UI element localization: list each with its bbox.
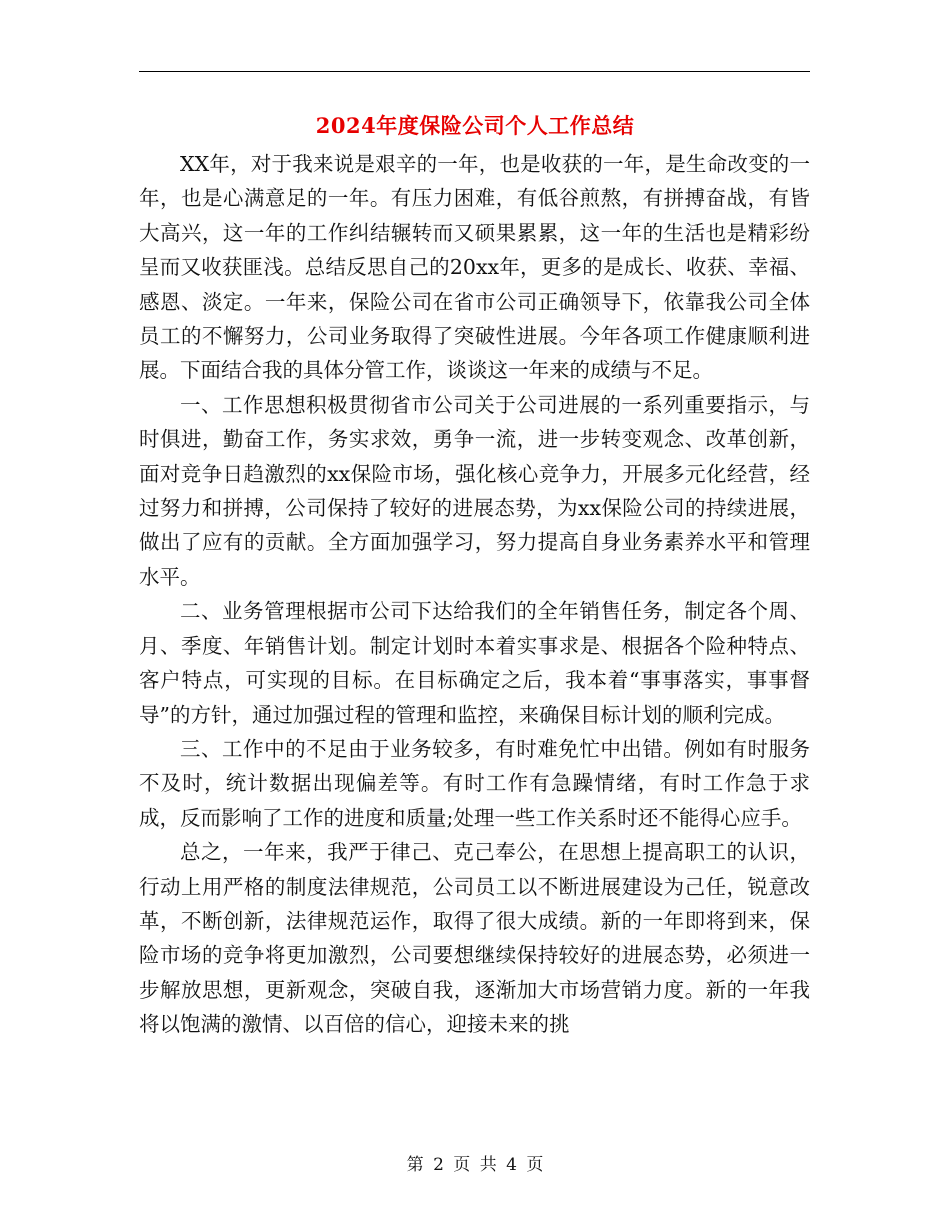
page-number-footer: 第 2 页 共 4 页 xyxy=(406,1155,544,1175)
document-body xyxy=(139,147,810,1042)
paragraph: 三、工作中的不足由于业务较多，有时难免忙中出错。例如有时服务不及时，统计数据出现偏差等。有时工作有急躁情绪，有时工作急于求成，反而影响了工作的进度和质量;处理一些工作关系时还不能得心应手。 xyxy=(139,736,810,830)
document-title: 2024年度保险公司个人工作总结 xyxy=(315,113,635,138)
paragraph: 总之，一年来，我严于律己、克己奉公，在思想上提高职工的认识，行动上用严格的制度法律规范，公司员工以不断进展建设为己任，锐意改革，不断创新，法律规范运作，取得了很大成绩。新的一年即将到来，保险市场的竞争将更加激烈，公司要想继续保持较好的进展态势，必须进一步解放思想，更新观念，突破自我，逐渐加大市场营销力度。新的一年我将以饱满的激情、以百倍的信心，迎接未来的挑 xyxy=(139,840,810,1037)
paragraph: 二、业务管理根据市公司下达给我们的全年销售任务，制定各个周、月、季度、年销售计划。制定计划时本着实事求是、根据各个险种特点、客户特点，可实现的目标。在目标确定之后，我本着“事事落实，事事督导”的方针，通过加强过程的管理和监控，来确保目标计划的顺利完成。 xyxy=(139,599,810,727)
paragraph: 一、工作思想积极贯彻省市公司关于公司进展的一系列重要指示，与时俱进，勤奋工作，务实求效，勇争一流，进一步转变观念、改革创新，面对竞争日趋激烈的xx保险市场，强化核心竞争力，开展多元化经营，经过努力和拼搏，公司保持了较好的进展态势，为xx保险公司的持续进展，做出了应有的贡献。全方面加强学习，努力提高自身业务素养水平和管理水平。 xyxy=(139,392,810,589)
header-rule xyxy=(139,71,810,72)
paragraph: XX年，对于我来说是艰辛的一年，也是收获的一年，是生命改变的一年，也是心满意足的一年。有压力困难，有低谷煎熬，有拼搏奋战，有皆大高兴，这一年的工作纠结辗转而又硕果累累，这一年的生活也是精彩纷呈而又收获匪浅。总结反思自己的20xx年，更多的是成长、收获、幸福、感恩、淡定。一年来，保险公司在省市公司正确领导下，依靠我公司全体员工的不懈努力，公司业务取得了突破性进展。今年各项工作健康顺利进展。下面结合我的具体分管工作，谈谈这一年来的成绩与不足。 xyxy=(139,152,810,383)
